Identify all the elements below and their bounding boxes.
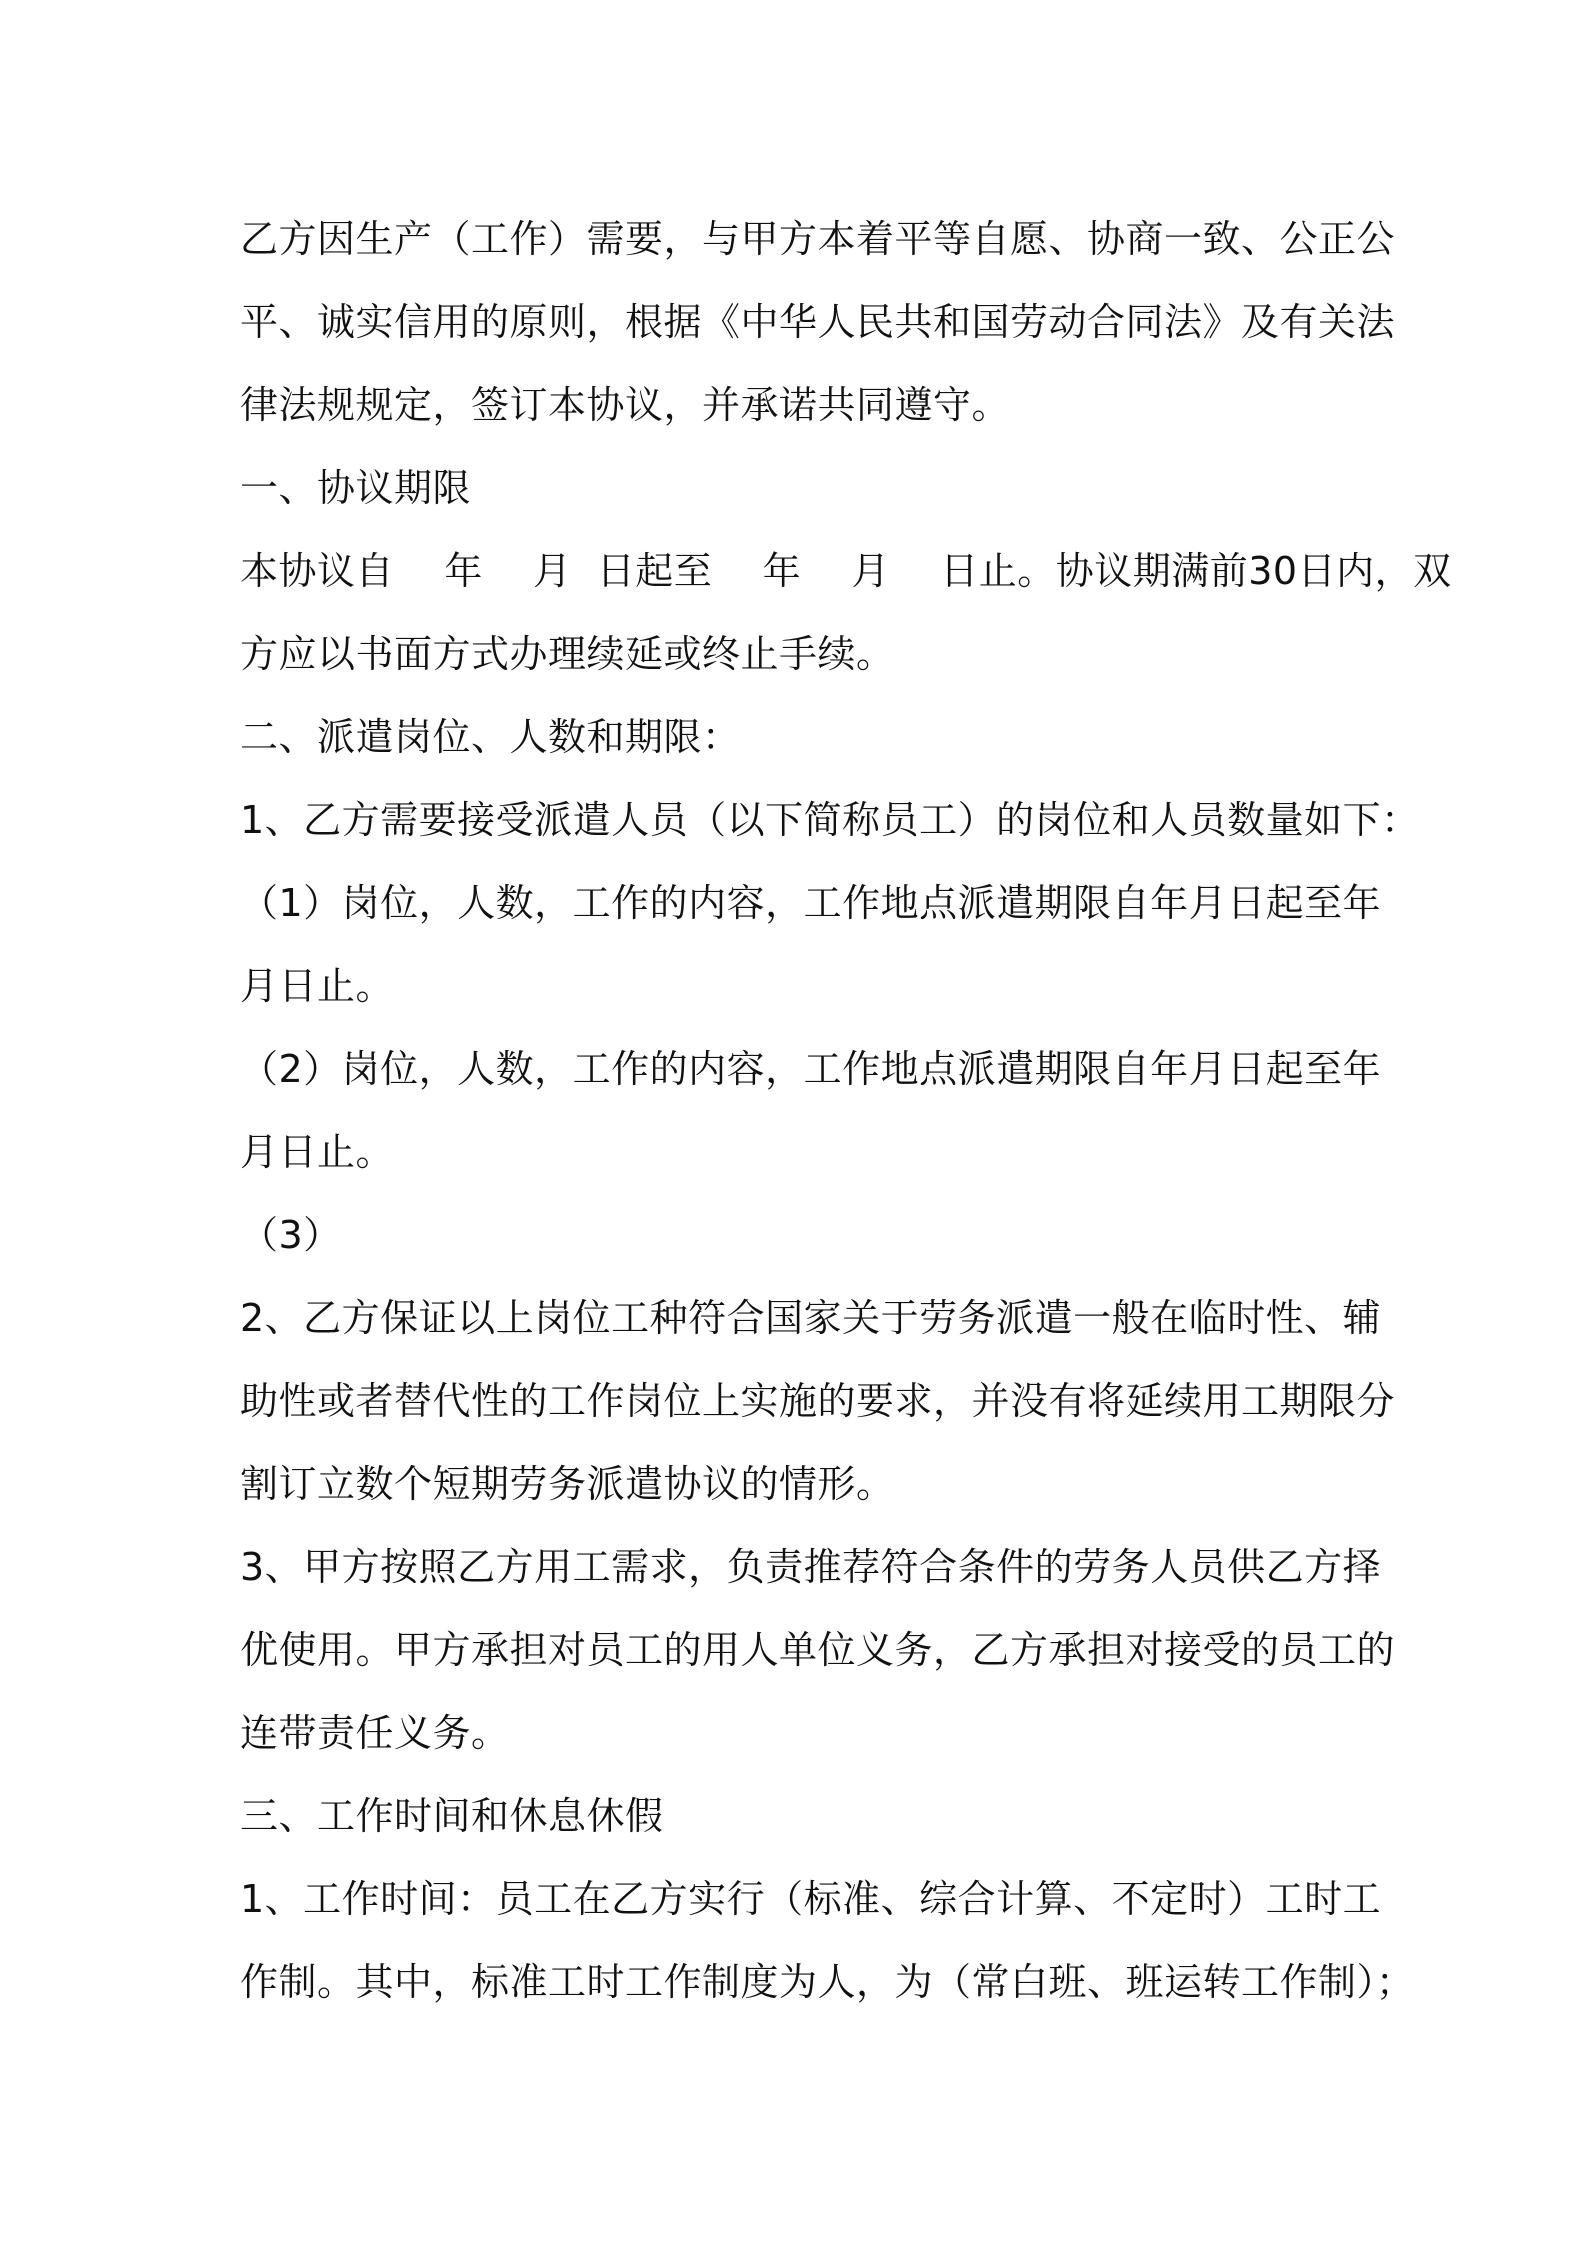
paragraph-line: 月日止。 <box>240 964 395 1008</box>
paragraph-line: 月日止。 <box>240 1130 395 1174</box>
paragraph-line: 3、甲方按照乙方用工需求，负责推荐符合条件的劳务人员供乙方择 <box>240 1545 1382 1589</box>
paragraph-line: 方应以书面方式办理续延或终止手续。 <box>240 632 895 676</box>
paragraph-line: 律法规规定，签订本协议，并承诺共同遵守。 <box>240 383 1011 427</box>
paragraph-line: 1、乙方需要接受派遣人员（以下简称员工）的岗位和人员数量如下： <box>240 798 1420 842</box>
document-body <box>240 198 1452 2024</box>
paragraph-line: 作制。其中，标准工时工作制度为人，为（常白班、班运转工作制）； <box>240 1960 1415 2004</box>
paragraph-line: 连带责任义务。 <box>240 1711 510 1755</box>
section-heading: 一、协议期限 <box>240 466 472 510</box>
paragraph-line: 优使用。甲方承担对员工的用人单位义务，乙方承担对接受的员工的 <box>240 1628 1396 1672</box>
paragraph-line: （2）岗位，人数，工作的内容，工作地点派遣期限自年月日起至年 <box>240 1047 1382 1091</box>
paragraph-line: 割订立数个短期劳务派遣协议的情形。 <box>240 1462 895 1506</box>
paragraph-line: （1）岗位，人数，工作的内容，工作地点派遣期限自年月日起至年 <box>240 881 1382 925</box>
paragraph-line: 2、乙方保证以上岗位工种符合国家关于劳务派遣一般在临时性、辅 <box>240 1296 1382 1340</box>
section-heading: 三、工作时间和休息休假 <box>240 1794 664 1838</box>
paragraph-line: 助性或者替代性的工作岗位上实施的要求，并没有将延续用工期限分 <box>240 1379 1396 1423</box>
paragraph-line: 平、诚实信用的原则，根据《中华人民共和国劳动合同法》及有关法 <box>240 300 1396 344</box>
paragraph-line: （3） <box>240 1213 342 1257</box>
paragraph-line: 本协议自 年 月 日起至 年 月 日止。协议期满前30日内，双 <box>240 549 1452 593</box>
paragraph-line: 乙方因生产（工作）需要，与甲方本着平等自愿、协商一致、公正公 <box>240 217 1396 261</box>
section-heading: 二、派遣岗位、人数和期限： <box>240 715 741 759</box>
paragraph-line: 1、工作时间：员工在乙方实行（标准、综合计算、不定时）工时工 <box>240 1877 1382 1921</box>
